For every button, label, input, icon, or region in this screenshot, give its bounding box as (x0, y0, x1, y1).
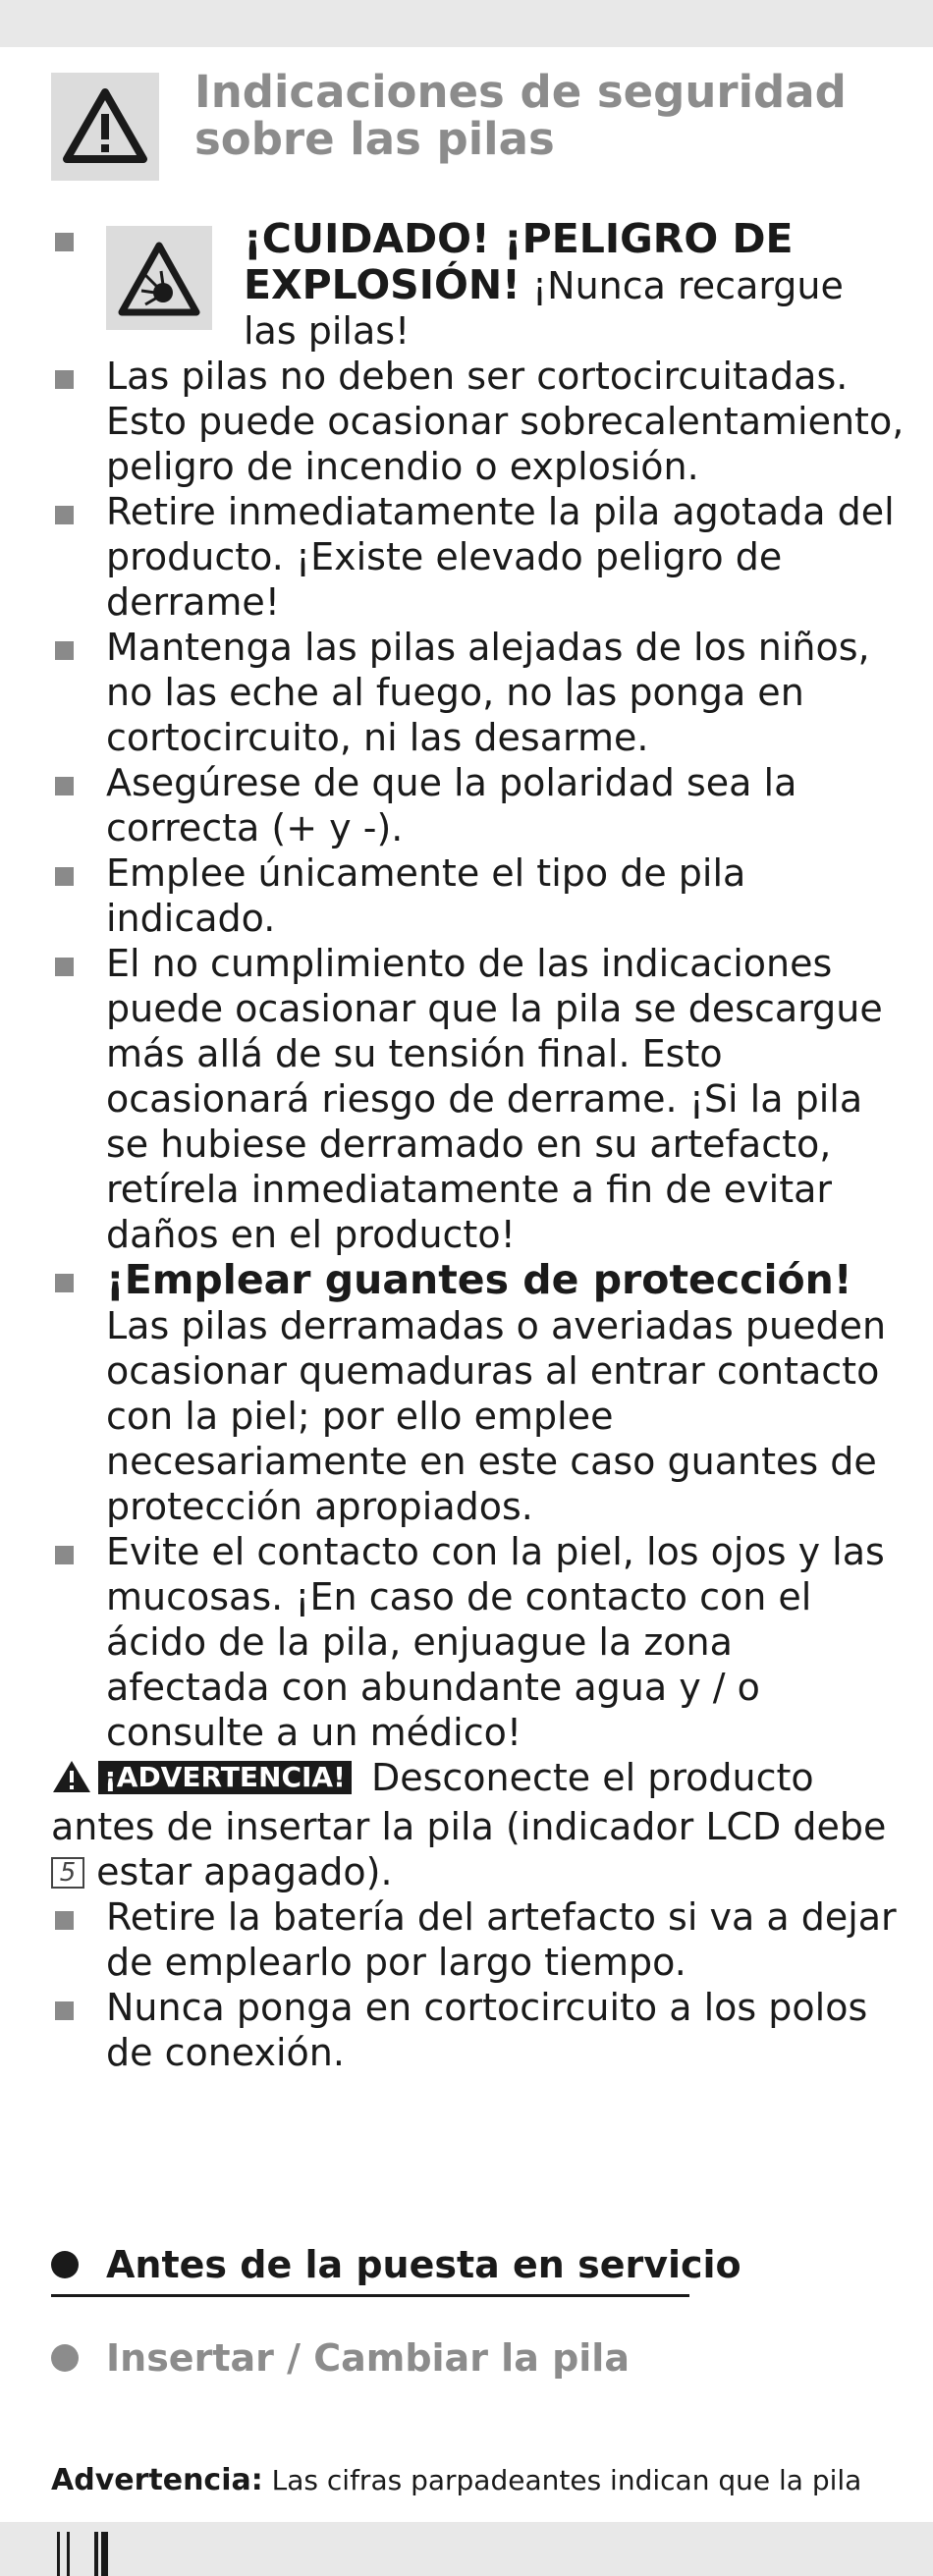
bottom-bar (0, 2522, 933, 2576)
bullet-square (55, 777, 74, 795)
warning-badge: ¡ADVERTENCIA! (98, 1761, 352, 1794)
item-text: Evite el contacto con la piel, los ojos y las mucosas. ¡En caso de contacto con el ácido de la pila, enjuague la zona afectada con abundante agua y / o consulte a un médico! (106, 1530, 885, 1754)
bullet-square (55, 641, 74, 660)
gloves-label: ¡Emplear guantes de protección! (106, 1256, 852, 1303)
item-text: El no cumplimiento de las indicaciones puede ocasionar que la pila se descargue más allá de su tensión final. Esto ocasionará riesgo de derrame. ¡Si la pila se hubiese derramado en su artefacto, retírela inmediatamente a fin de evitar daños en el producto! (106, 942, 883, 1256)
reference-number: 5 (51, 1857, 84, 1889)
item-text: ¡Nunca recargue las pilas! (244, 264, 844, 353)
warning-text: Desconecte el producto antes de insertar la pila (indicador LCD debe (51, 1756, 887, 1848)
warning-paragraph (51, 1755, 906, 1894)
section-title-line1: Indicaciones de seguridad (194, 66, 847, 118)
list-item (51, 216, 906, 354)
item-text: Asegúrese de que la polaridad sea la correcta (+ y -). (106, 761, 797, 850)
advertencia-label: Advertencia: (51, 2463, 263, 2497)
barcode-icon (57, 2532, 116, 2576)
bullet-square (55, 506, 74, 524)
list-item (51, 850, 906, 941)
bullet-square (55, 1546, 74, 1564)
bullet-square (55, 370, 74, 389)
item-text: Retire inmediatamente la pila agotada del producto. ¡Existe elevado peligro de derrame! (106, 490, 895, 624)
top-bar (0, 0, 933, 47)
bullet-square (55, 2001, 74, 2020)
section-heading-text: Insertar / Cambiar la pila (106, 2336, 630, 2380)
safety-list (51, 216, 906, 2075)
item-text: Nunca ponga en cortocircuito a los polos de conexión. (106, 1986, 868, 2074)
warning-triangle-icon (51, 1759, 92, 1804)
bullet-square (55, 1911, 74, 1930)
list-item (51, 941, 906, 1257)
warning-text-end: estar apagado). (84, 1850, 393, 1893)
bullet-square (55, 958, 74, 976)
bullet-square (55, 867, 74, 886)
item-text: Mantenga las pilas alejadas de los niños, no las eche al fuego, no las ponga en cortocircuito, ni las desarme. (106, 626, 870, 759)
section-underline (51, 2294, 689, 2297)
warning-icon (51, 73, 159, 181)
item-text: Emplee únicamente el tipo de pila indicado. (106, 851, 746, 940)
bullet-square (55, 1274, 74, 1292)
item-text: Las pilas derramadas o averiadas pueden ocasionar quemaduras al entrar contacto con la piel; por ello emplee necesariamente en este caso guantes de protección apropiados. (106, 1304, 887, 1528)
section-heading-text: Antes de la puesta en servicio (106, 2243, 741, 2286)
list-item (51, 354, 906, 489)
list-item (51, 625, 906, 760)
section-title-line2: sobre las pilas (194, 113, 555, 165)
list-item (51, 489, 906, 625)
item-text: Las pilas no deben ser cortocircuitadas. Esto puede ocasionar sobrecalentamiento, peligro de incendio o explosión. (106, 355, 905, 488)
list-item (51, 1257, 906, 1529)
list-item (51, 1529, 906, 1755)
danger-label: ¡CUIDADO! ¡PELIGRO DE EXPLOSIÓN! (244, 215, 794, 308)
bullet-dot (51, 2251, 79, 2278)
bullet-dot-grey (51, 2344, 79, 2372)
advertencia-note (51, 2461, 915, 2500)
list-item (51, 1894, 906, 1985)
advertencia-text: Las cifras parpadeantes indican que la pila (262, 2464, 862, 2496)
bullet-square (55, 233, 74, 251)
item-text: Retire la batería del artefacto si va a dejar de emplearlo por largo tiempo. (106, 1895, 897, 1984)
section-title (194, 66, 902, 165)
list-item (51, 1985, 906, 2075)
list-item (51, 760, 906, 850)
explosion-warning-icon (106, 226, 212, 330)
